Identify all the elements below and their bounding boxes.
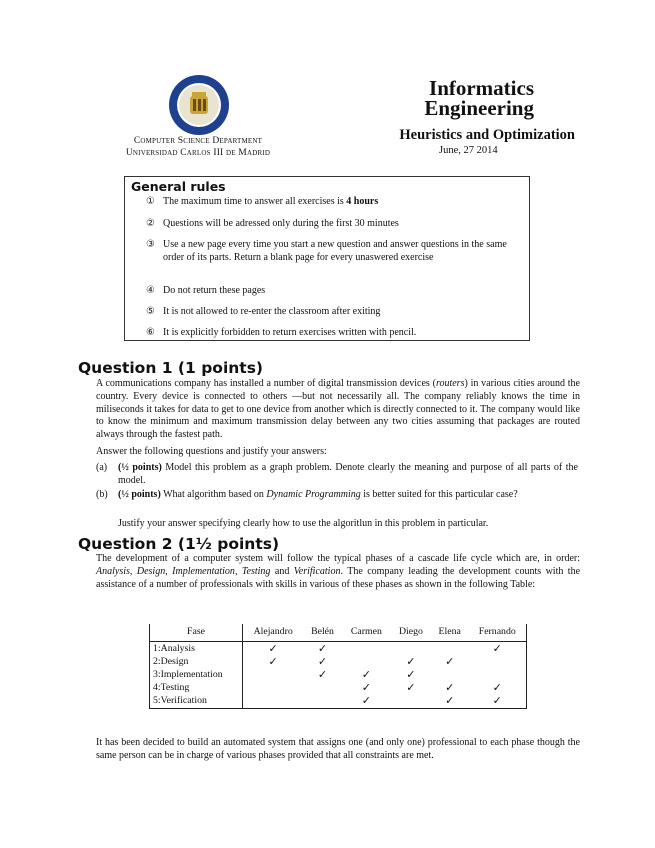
phase-cell: 5:Verification	[150, 694, 243, 709]
table-row	[150, 655, 527, 668]
check-mark-cell: ✓	[469, 681, 527, 694]
rule-text-bold: 4 hours	[346, 196, 379, 207]
check-mark-cell	[303, 681, 341, 694]
check-mark-cell: ✓	[406, 655, 416, 668]
rule-text: Use a new page every time you start a new question and answer questions in the same order of its parts. Return a blank page for every unaswered exercise	[163, 239, 507, 263]
check-mark-cell	[391, 694, 431, 709]
check-mark-cell	[243, 694, 304, 709]
department-block	[98, 135, 298, 159]
rule-item	[146, 285, 516, 298]
table-header-row	[150, 624, 527, 642]
rule-text: Questions will be adressed only during the first 30 minutes	[163, 218, 399, 229]
degree-title-line1: Informatics	[429, 76, 534, 100]
check-mark-cell: ✓	[431, 694, 469, 709]
department-name: Computer Science Department	[133, 136, 263, 146]
item-text: Model this problem as a graph problem. Denote clearly the meaning and purpose of all parts of the model.	[118, 462, 578, 486]
column-header: Alejandro	[243, 624, 304, 642]
phase-cell: 2:Design	[150, 655, 243, 668]
general-rules-title: General rules	[131, 179, 226, 194]
check-mark-cell: ✓	[406, 681, 416, 694]
column-header: Diego	[391, 624, 431, 642]
check-mark-cell: ✓	[342, 694, 391, 709]
check-mark-cell	[342, 642, 391, 656]
question-1-statement: A communications company has installed a number of digital transmission devices (routers) in various cities around the country. Every device is connected to others —but not necessarily all. The company reliably knows the time in miliseconds it takes for data to get to one device from another which is directly connected to it. The company would like to know the minimum and maximum transmission delay between any two cities assuming that packages are routed always through the fastest path.	[96, 378, 580, 441]
check-mark-cell: ✓	[317, 668, 328, 681]
check-mark-cell: ✓	[445, 681, 455, 694]
question-1-instructions: Answer the following questions and justify your answers:	[96, 446, 327, 457]
column-header: Elena	[431, 624, 469, 642]
rule-number: ⑥	[146, 327, 155, 338]
question-2-statement: The development of a computer system will follow the typical phases of a cascade life cycle which are, in order: Analysis, Design, Implementation, Testing and Verification. The company leading the development counts with the assistance of a number of professionals with skills in various of these phases as shown in the following Table:	[96, 553, 581, 590]
degree-title-line2: Engineering	[424, 96, 534, 120]
check-mark-cell: ✓	[361, 668, 371, 681]
item-points: (½ points)	[118, 462, 162, 473]
routers-term: routers	[435, 378, 465, 389]
rule-item	[146, 218, 516, 231]
check-mark-cell: ✓	[268, 655, 278, 668]
question-1-title: Question 1 (1 points)	[78, 359, 264, 377]
check-mark-cell: ✓	[469, 694, 527, 709]
phase-cell: 3:Implementation	[150, 668, 243, 681]
check-mark-cell	[469, 655, 527, 668]
rule-text: It is explicitly forbidden to return exercises written with pencil.	[163, 327, 417, 338]
item-points: (½ points)	[118, 489, 161, 500]
rule-text: The maximum time to answer all exercises is	[163, 196, 347, 207]
university-seal-logo	[168, 74, 230, 136]
check-mark-cell	[243, 681, 304, 694]
exam-date: June, 27 2014	[439, 145, 498, 156]
check-mark-cell	[431, 642, 469, 656]
rule-number: ⑤	[146, 306, 155, 317]
item-label: (a)	[96, 462, 108, 473]
check-mark-cell: ✓	[445, 655, 455, 668]
skills-table-wrapper	[149, 624, 527, 709]
rule-item	[146, 239, 516, 264]
column-header: Fase	[150, 624, 243, 642]
skills-table	[149, 624, 527, 709]
check-mark-cell	[469, 668, 527, 681]
rule-text: Do not return these pages	[163, 285, 266, 296]
question-1b-justify: Justify your answer specifying clearly how to use the algoritlun in this problem in particular.	[118, 518, 489, 529]
question-2-closing: It has been decided to build an automated system that assigns one (and only one) professional to each phase though the same person can be in charge of various phases provided that all constraints are met.	[96, 737, 580, 761]
course-title: Heuristics and Optimization	[399, 127, 575, 143]
dynamic-programming-term: Dynamic Programming	[266, 489, 361, 500]
column-header: Belén	[303, 624, 341, 642]
check-mark-cell: ✓	[268, 642, 278, 655]
check-mark-cell: ✓	[361, 681, 371, 694]
rule-item	[146, 306, 516, 319]
question-1b: (b) (½ points) What algorithm based on Dynamic Programming is better suited for this particular case?	[96, 489, 518, 500]
table-row	[150, 694, 527, 709]
table-row	[150, 668, 527, 681]
check-mark-cell: ✓	[317, 655, 328, 668]
rule-number: ④	[146, 285, 155, 296]
rule-number: ③	[146, 239, 155, 250]
university-name: Universidad Carlos III de Madrid	[125, 148, 271, 158]
rule-item	[146, 196, 516, 209]
check-mark-cell: ✓	[406, 668, 416, 681]
check-mark-cell: ✓	[469, 642, 527, 656]
phase-cell: 4:Testing	[150, 681, 243, 694]
check-mark-cell	[342, 655, 391, 668]
check-mark-cell: ✓	[317, 642, 328, 655]
rule-number: ②	[146, 218, 155, 229]
table-row	[150, 642, 527, 656]
question-1a	[96, 462, 580, 488]
phase-cell: 1:Analysis	[150, 642, 243, 656]
check-mark-cell	[431, 668, 469, 681]
item-label: (b)	[96, 489, 108, 500]
table-row	[150, 681, 527, 694]
rule-number: ①	[146, 196, 155, 207]
check-mark-cell	[243, 668, 304, 681]
check-mark-cell	[303, 694, 341, 709]
column-header: Fernando	[469, 624, 527, 642]
question-2-title: Question 2 (1½ points)	[78, 535, 280, 553]
check-mark-cell	[391, 642, 431, 656]
column-header: Carmen	[342, 624, 391, 642]
rule-item	[146, 327, 516, 340]
rule-text: It is not allowed to re-enter the classroom after exiting	[163, 306, 381, 317]
